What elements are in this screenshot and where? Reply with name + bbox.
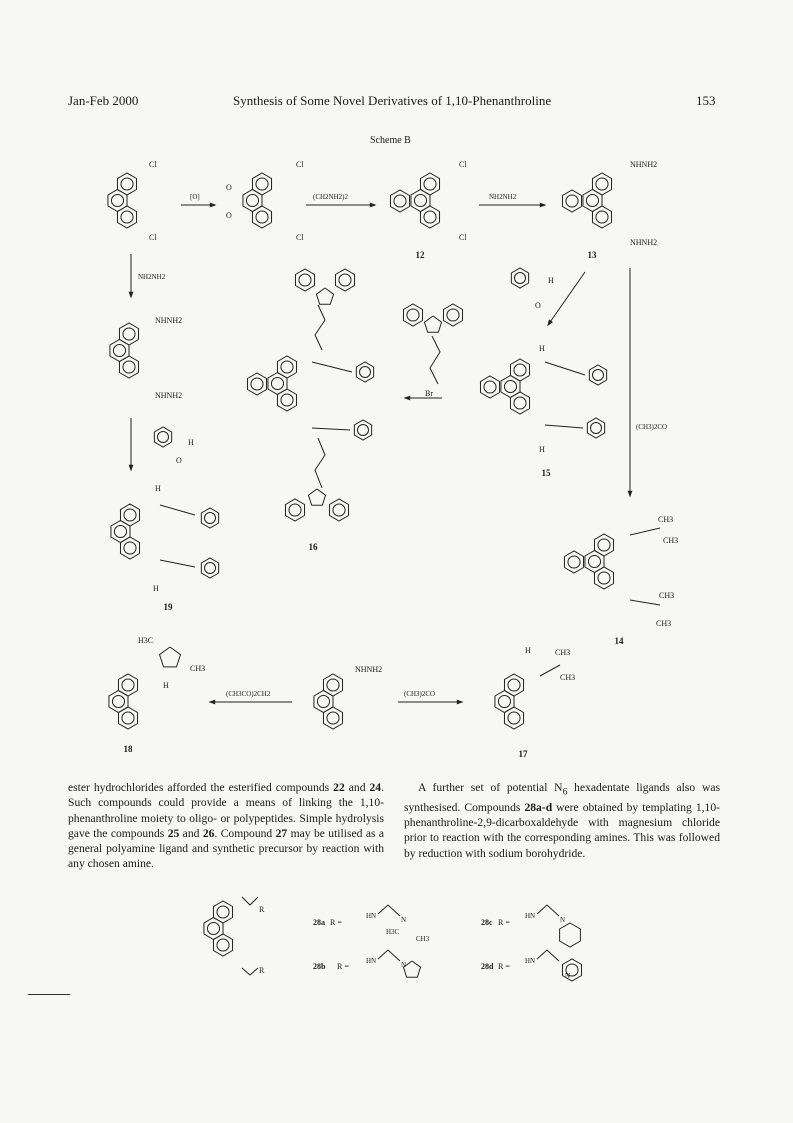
footnote-rule — [28, 994, 70, 995]
text-run: hexadentate ligands also was synthesised. Compounds — [404, 781, 720, 814]
atom-label: O — [226, 211, 232, 220]
aromatic-ring-circle — [217, 906, 229, 918]
compound-ref: 28a-d — [524, 800, 553, 814]
atom-label: HN — [525, 912, 536, 920]
reagent-label: (CH3CO)2CH2 — [226, 690, 271, 698]
atom-label: H — [525, 646, 531, 655]
atom-label: H3C — [386, 928, 400, 936]
atom-label: H — [155, 484, 161, 493]
piperidine-ring — [560, 923, 581, 947]
compound-number: 19 — [163, 602, 173, 612]
reagent-label: NH2NH2 — [138, 273, 166, 281]
compound-number: 15 — [541, 468, 551, 478]
running-header-title: Synthesis of Some Novel Derivatives of 1,10-Phenanthroline — [233, 93, 552, 108]
aromatic-ring-circle — [217, 939, 229, 951]
atom-label: Cl — [149, 160, 157, 169]
atom-label: Cl — [296, 233, 304, 242]
compound-number: 18 — [123, 744, 133, 754]
text-run: and — [344, 781, 370, 794]
r-group-label: R = — [498, 918, 510, 927]
atom-label: Br — [425, 389, 433, 398]
running-header-date: Jan-Feb 2000 — [68, 93, 139, 108]
methylene-arm — [242, 968, 258, 975]
compound-number: 13 — [587, 250, 597, 260]
text-run: and — [179, 826, 203, 840]
text-run: . Such compounds could provide a means of linking the 1,10-phenanthroline moiety to oligo- or polypeptides. Simple hydrolysis gave the compounds — [68, 781, 384, 840]
r-group-label: R = — [330, 918, 342, 927]
atom-label: NHNH2 — [155, 391, 183, 400]
atom-label: N — [401, 961, 407, 969]
compound-number: 12 — [415, 250, 425, 260]
atom-label: CH3 — [663, 536, 679, 545]
atom-label: NHNH2 — [630, 160, 658, 169]
bond — [537, 950, 559, 961]
reagent-label: (CH2NH2)2 — [313, 193, 348, 201]
atom-label: N — [560, 916, 566, 924]
atom-label: R — [259, 905, 265, 914]
atom-label: CH3 — [416, 935, 430, 943]
bond — [378, 950, 400, 961]
atom-label: N — [401, 916, 407, 924]
text-run: . Compound — [214, 826, 276, 840]
atom-label: H — [539, 445, 545, 454]
compound-number: 16 — [308, 542, 318, 552]
atom-label: HN — [366, 912, 377, 920]
atom-label: NHNH2 — [155, 316, 183, 325]
atom-label: CH3 — [659, 591, 675, 600]
atom-label: Cl — [296, 160, 304, 169]
text-run: A further set of potential N — [418, 781, 563, 794]
text-run: were obtained by templating 1,10-phenanthroline-2,9-dicarboxaldehyde with magnesium chloride prior to reaction with the corresponding amines. This was followed by reduction with sodium borohydride. — [404, 800, 720, 860]
atom-label: Cl — [149, 233, 157, 242]
atom-label: N — [565, 972, 571, 980]
atom-label: NHNH2 — [630, 238, 658, 247]
r-group-label: R = — [498, 962, 510, 971]
compound-ref: 25 — [167, 826, 180, 840]
atom-label: CH3 — [658, 515, 674, 524]
r-group-label: R = — [337, 962, 349, 971]
reagent-label: NH2NH2 — [489, 193, 517, 201]
atom-label: Cl — [459, 233, 467, 242]
aromatic-ring-circle — [207, 922, 219, 934]
compound-number: 14 — [614, 636, 624, 646]
atom-label: H — [188, 438, 194, 447]
atom-label: CH3 — [190, 664, 206, 673]
compound-number: 28a — [313, 918, 325, 927]
reagent-label: (CH3)2CO — [404, 690, 436, 698]
atom-label: H — [539, 344, 545, 353]
atom-label: H — [153, 584, 159, 593]
scheme-title: Scheme B — [370, 135, 411, 146]
atom-label: H3C — [138, 636, 154, 645]
compound-number: 28c — [481, 918, 493, 927]
aromatic-ring — [213, 934, 232, 956]
bond — [378, 905, 400, 916]
atom-label: CH3 — [560, 673, 576, 682]
atom-label: CH3 — [555, 648, 571, 657]
compound-ref: 22 — [333, 781, 345, 794]
atom-label: CH3 — [656, 619, 672, 628]
text-run: may be utilised as a general polyamine ligand and synthetic precursor by reaction with any chosen amine. — [68, 826, 385, 871]
methylene-arm — [242, 897, 258, 905]
compound-number: 17 — [518, 749, 528, 759]
atom-label: HN — [525, 957, 536, 965]
compound-ref: 26 — [202, 826, 215, 840]
atom-label: O — [535, 301, 541, 310]
compound-ref: 27 — [275, 826, 288, 840]
compound-ref: 24 — [369, 781, 382, 794]
atom-label: H — [163, 681, 169, 690]
atom-label: R — [259, 966, 265, 975]
text-run: ester hydrochlorides afforded the esterified compounds — [68, 781, 334, 794]
reagent-label: (CH3)2CO — [636, 423, 668, 431]
text-run: 6 — [562, 786, 568, 798]
compound-number: 28d — [481, 962, 494, 971]
reagent-label: [O] — [190, 193, 200, 201]
atom-label: HN — [366, 957, 377, 965]
atom-label: H — [548, 276, 554, 285]
atom-label: Cl — [459, 160, 467, 169]
atom-label: NHNH2 — [355, 665, 383, 674]
compound-number: 28b — [313, 962, 326, 971]
bond — [537, 905, 559, 916]
page-number: 153 — [696, 93, 716, 108]
atom-label: O — [226, 183, 232, 192]
atom-label: O — [176, 456, 182, 465]
